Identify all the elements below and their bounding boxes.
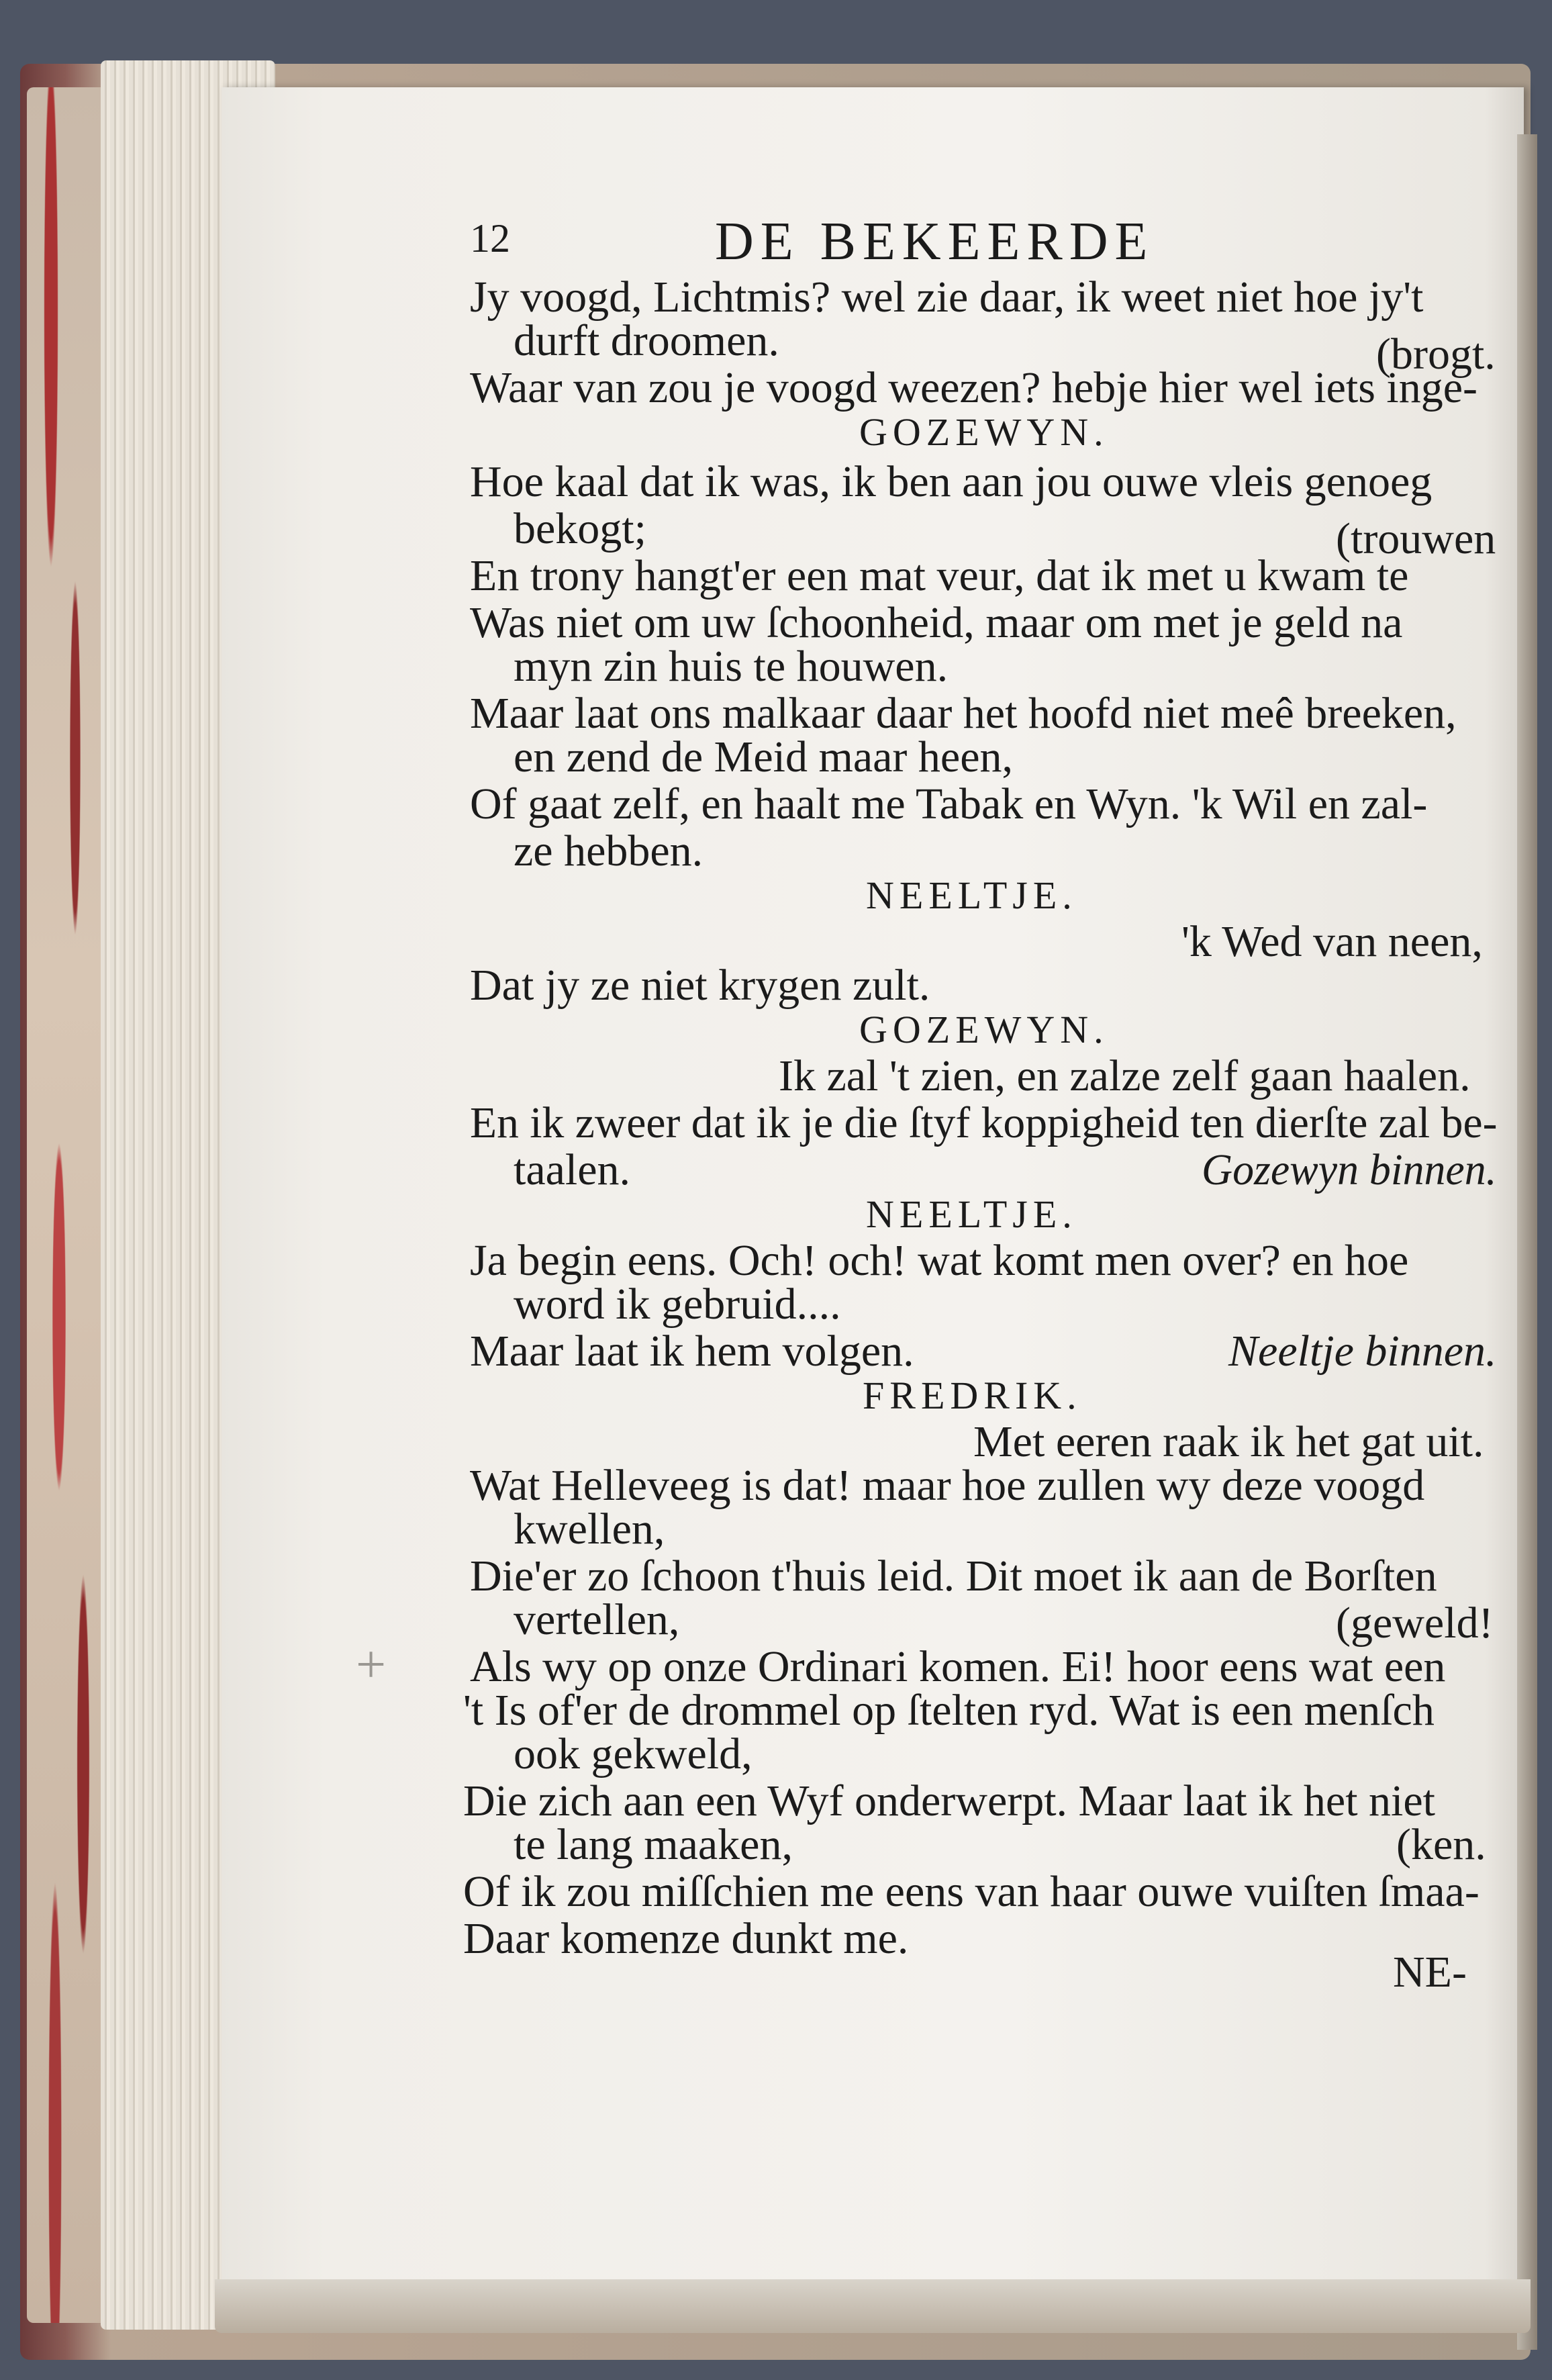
catchword: NE-	[1393, 1948, 1467, 1997]
text-line: word ik gebruid....	[514, 1280, 841, 1329]
text-line: Waar van zou je voogd weezen? hebje hier wel iets inge-	[470, 363, 1478, 412]
text-line: Ik zal 't zien, en zalze zelf gaan haalen.	[779, 1051, 1471, 1100]
text-line: Die zich aan een Wyf onderwerpt. Maar laat ik het niet	[463, 1776, 1436, 1825]
text-line: En ik zweer dat ik je die ſtyf koppigheid ten dierſte zal be-	[470, 1098, 1498, 1147]
text-line: en zend de Meid maar heen,	[514, 732, 1013, 781]
text-line: te lang maaken,	[514, 1820, 793, 1869]
text-line: myn zin huis te houwen.	[514, 642, 949, 691]
text-line: Ja begin eens. Och! och! wat komt men over? en hoe	[470, 1236, 1409, 1285]
text-line: (trouwen	[1336, 514, 1496, 563]
stage-direction: Gozewyn binnen.	[1202, 1145, 1497, 1194]
text-line: (brogt.	[1376, 330, 1496, 379]
text-line: Wat Helleveeg is dat! maar hoe zullen wy deze voogd	[470, 1461, 1425, 1510]
speaker-name: NEELTJE.	[866, 1192, 1077, 1236]
text-line: (ken.	[1396, 1820, 1486, 1869]
running-head: DE BEKEERDE	[715, 212, 1155, 271]
text-line: Hoe kaal dat ik was, ik ben aan jou ouwe vleis genoeg	[470, 457, 1433, 506]
text-line: vertellen,	[514, 1595, 680, 1644]
text-line: 't Is of'er de drommel op ſtelten ryd. Wat is een menſch	[463, 1686, 1435, 1735]
text-line: Was niet om uw ſchoonheid, maar om met je geld na	[470, 598, 1403, 647]
text-line: Met eeren raak ik het gat uit.	[973, 1417, 1484, 1466]
text-line: Maar laat ons malkaar daar het hoofd niet meê breeken,	[470, 689, 1457, 738]
text-line: Dat jy ze niet krygen zult.	[470, 961, 930, 1010]
speaker-name: GOZEWYN.	[859, 1008, 1109, 1051]
text-line: Jy voogd, Lichtmis? wel zie daar, ik weet niet hoe jy't	[470, 273, 1424, 322]
text-line: 'k Wed van neen,	[1181, 917, 1483, 966]
text-line: ze hebben.	[514, 826, 704, 875]
speaker-name: GOZEWYN.	[859, 410, 1109, 454]
text-line: Maar laat ik hem volgen.	[470, 1327, 914, 1376]
text-line: En trony hangt'er een mat veur, dat ik met u kwam te	[470, 551, 1409, 600]
text-line: Of gaat zelf, en haalt me Tabak en Wyn. 'k Wil en zal-	[470, 779, 1428, 828]
text-line: (geweld!	[1336, 1599, 1494, 1648]
text-line: ook gekweld,	[514, 1729, 753, 1778]
text-line: Als wy op onze Ordinari komen. Ei! hoor eens wat een	[470, 1642, 1446, 1691]
page-number: 12	[470, 216, 510, 260]
speaker-name: FREDRIK.	[863, 1374, 1082, 1417]
text-line: durft droomen.	[514, 316, 779, 365]
text-line: Of ik zou miſſchien me eens van haar ouwe vuiſten ſmaa-	[463, 1867, 1480, 1916]
text-line: bekogt;	[514, 504, 646, 553]
speaker-name: NEELTJE.	[866, 873, 1077, 917]
pencil-cross-mark: +	[356, 1635, 387, 1695]
text-line: taalen.	[514, 1145, 631, 1194]
text-line: Die'er zo ſchoon t'huis leid. Dit moet ik aan de Borſten	[470, 1552, 1437, 1601]
text-line: kwellen,	[514, 1505, 665, 1554]
stage-direction: Neeltje binnen.	[1228, 1327, 1497, 1376]
text-line: Daar komenze dunkt me.	[463, 1914, 909, 1963]
